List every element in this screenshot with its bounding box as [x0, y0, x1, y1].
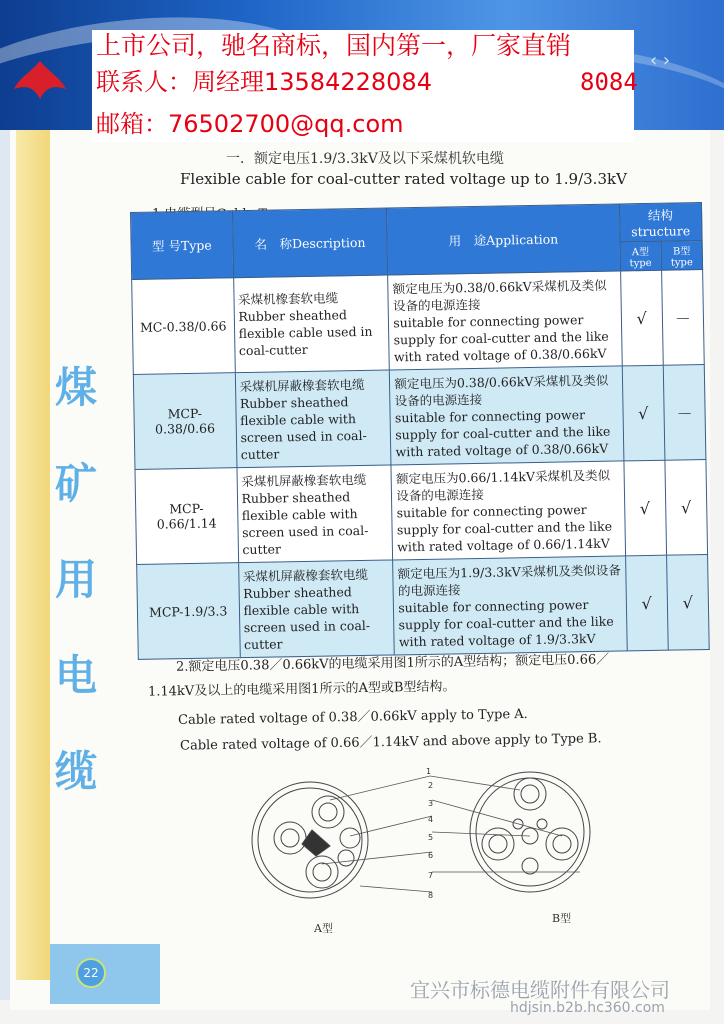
desc-en: Rubber sheathed flexible cable with screen used in coal-cutter — [241, 488, 369, 557]
callout-label: 7 — [428, 871, 434, 880]
cell-b-type: － — [663, 365, 706, 461]
side-title-char: 电 — [54, 651, 97, 700]
cell-b-type: √ — [666, 554, 709, 650]
app-en: suitable for connecting power supply for coal-cutter and the like with rated voltage of 0.66/1.14kV — [396, 501, 613, 554]
cell-b-type: － — [661, 270, 704, 366]
app-cn: 额定电压为1.9/3.3kV采煤机及类似设备的电源连接 — [397, 561, 621, 598]
note-cn-line-1: 2.额定电压0.38／0.66kV的电缆采用图1所示的A型结构；额定电压0.66／ — [175, 652, 610, 675]
desc-en: Rubber sheathed flexible cable with screen used in coal-cutter — [243, 583, 371, 652]
desc-cn: 采煤机橡套软电缆 — [237, 290, 339, 308]
side-title-char: 煤 — [54, 363, 97, 412]
desc-cn: 采煤机屏蔽橡套软电缆 — [241, 471, 367, 489]
app-cn: 额定电压为0.38/0.66kV采煤机及类似设备的电源连接 — [392, 277, 607, 313]
cell-description — [233, 275, 389, 373]
page-number: 22 — [76, 958, 106, 988]
header-structure: 结构structure — [619, 203, 702, 242]
callout-label: 1 — [426, 767, 432, 776]
cell-model: MCP-0.66/1.14 — [135, 468, 238, 565]
promo-contact: 联系人：周经理13584228084 — [96, 68, 432, 96]
cable-cross-section-diagram — [250, 760, 630, 940]
callout-label: 5 — [428, 833, 434, 842]
app-en: suitable for connecting power supply for coal-cutter and the like with rated voltage of 0.38/0.66kV — [393, 311, 609, 364]
cell-application — [388, 271, 622, 370]
table-row — [132, 270, 705, 375]
header-b-type: B型type — [661, 241, 703, 271]
table-row — [137, 554, 710, 659]
side-title-char: 用 — [54, 555, 97, 604]
red-logo-icon — [10, 55, 70, 115]
cell-description — [238, 560, 394, 658]
cell-model: MC-0.38/0.66 — [132, 278, 235, 375]
cell-a-type: √ — [625, 555, 668, 651]
cell-b-type: √ — [665, 459, 708, 555]
left-yellow-stripe — [16, 130, 50, 980]
note-cn-line-2: 1.14kV及以上的电缆采用图1所示的A型或B型结构。 — [147, 679, 456, 700]
banner-arrows-icon: ‹ › — [650, 50, 671, 71]
desc-en: Rubber sheathed flexible cable used in coal-cutter — [238, 307, 373, 359]
diagram-label-b: B型 — [552, 912, 572, 925]
cell-application — [393, 556, 627, 655]
app-en: suitable for connecting power supply for coal-cutter and the like with rated voltage of 1.9/3.3kV — [398, 596, 614, 649]
section-heading-en: Flexible cable for coal-cutter rated voltage up to 1.9/3.3kV — [180, 170, 627, 188]
cell-a-type: √ — [623, 460, 666, 556]
diagram-label-a: A型 — [314, 922, 333, 935]
company-watermark: 宜兴市标德电缆附件有限公司 — [410, 978, 670, 1002]
type-a-cross-section — [252, 782, 368, 898]
callout-label: 2 — [428, 781, 434, 790]
callout-label: 6 — [428, 851, 434, 860]
cable-type-table — [130, 202, 710, 660]
callout-label: 3 — [428, 799, 434, 808]
table-header-row — [131, 203, 703, 251]
cell-model: MCP-0.38/0.66 — [133, 373, 236, 470]
header-type: 型 号Type — [131, 211, 234, 280]
promo-line-1: 上市公司，驰名商标，国内第一，厂家直销 — [96, 31, 572, 60]
type-b-cross-section — [470, 772, 590, 892]
note-en-line-2: Cable rated voltage of 0.66／1.14kV and above apply to Type B. — [179, 731, 602, 754]
callout-label: 4 — [428, 815, 434, 824]
site-url-watermark: hdjsin.b2b.hc360.com — [510, 1000, 665, 1016]
cell-model: MCP-1.9/3.3 — [137, 563, 240, 660]
callout-lines — [322, 776, 580, 892]
app-cn: 额定电压为0.66/1.14kV采煤机及类似设备的电源连接 — [395, 467, 611, 503]
table-row — [135, 459, 708, 564]
section-heading-cn: 一．额定电压1.9/3.3kV及以下采煤机软电缆 — [226, 151, 504, 167]
app-en: suitable for connecting power supply for coal-cutter and the like with rated voltage of 0.38/0.66kV — [394, 406, 611, 459]
note-en-line-1: Cable rated voltage of 0.38／0.66kV apply to Type A. — [177, 706, 528, 729]
promo-overlay — [92, 30, 638, 142]
cell-application — [390, 366, 624, 465]
callout-label: 8 — [428, 891, 434, 900]
app-cn: 额定电压为0.38/0.66kV采煤机及类似设备的电源连接 — [394, 372, 609, 408]
desc-cn: 采煤机屏蔽橡套软电缆 — [239, 376, 365, 394]
promo-contact-suffix: 8084 — [580, 68, 638, 96]
cell-description — [235, 370, 391, 468]
desc-en: Rubber sheathed flexible cable with screen used in coal-cutter — [239, 393, 367, 462]
table-row — [133, 365, 706, 470]
header-description: 名 称Description — [232, 208, 388, 278]
cell-a-type: √ — [620, 270, 663, 366]
side-title-char: 矿 — [54, 459, 97, 508]
cell-description — [237, 465, 393, 563]
side-title — [46, 340, 106, 820]
cell-application — [391, 461, 625, 560]
header-application: 用 途Application — [387, 204, 620, 275]
promo-email: 邮箱：76502700@qq.com — [96, 110, 404, 138]
header-a-type: A型type — [620, 241, 662, 271]
desc-cn: 采煤机屏蔽橡套软电缆 — [242, 566, 369, 584]
side-title-char: 缆 — [54, 747, 97, 796]
cell-a-type: √ — [622, 365, 665, 461]
